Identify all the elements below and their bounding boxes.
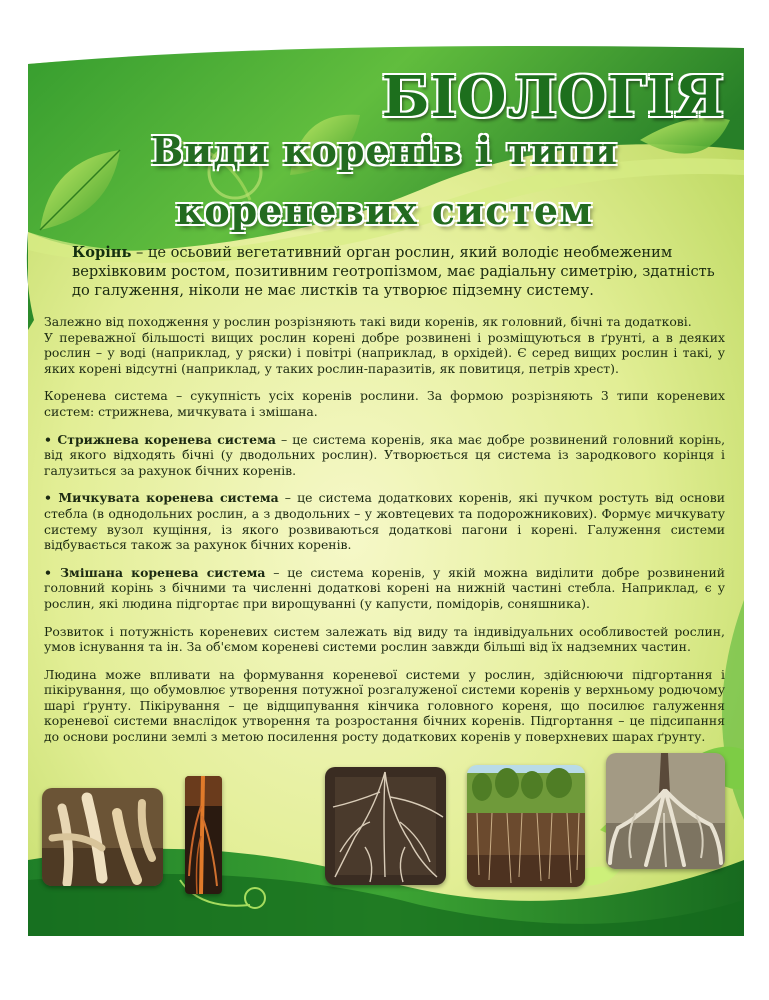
tree-roots-photo [606, 753, 725, 869]
subject-title: БІОЛОГІЯ [381, 64, 725, 130]
fibrous-roots-photo [325, 767, 446, 885]
paragraph-human-influence: Людина може впливати на формування кореневої системи у рослин, здійснюючи підгортання і пікірування, що обумовлює утворення потужної розгалуженої системи коренів у верхньому родючому шарі ґрунту. Пікірування – це відщипування кінчика головного кореня, що посилює галуження кореневої системи внаслідок утворення та розростання бічних коренів. Підгортання – це підсипання до основи рослини землі з метою посилення росту додаткових коренів у поверхневих шарах ґрунту. [44, 666, 725, 745]
paragraph-fibrous-system [44, 490, 725, 552]
intro-term: Корінь [72, 244, 132, 261]
paragraph-taproot-system [44, 432, 725, 479]
paragraph-root-kinds: Залежно від походження у рослин розрізняють такі види коренів, як головний, бічні та додаткові. [44, 314, 692, 329]
body-text [44, 314, 725, 757]
taproot-text: – це система коренів, яка має добре розвинений головний корінь, від якого відходять бічні (у дводольних рослин). Утворюється ця система із зародкового корінця і галузиться за рахунок бічних коренів. [44, 431, 726, 478]
taproots-photo [42, 788, 163, 886]
title-line-2: кореневих систем [175, 188, 594, 233]
taproot-term: • Стрижнева коренева система [44, 431, 276, 447]
paragraph-root-habitat: У переважної більшості вищих рослин корені добре розвинені і розміщуються в ґрунті, а в деяких рослин – у воді (наприклад, у ряски) і повітрі (наприклад, в орхідей). Є серед вищих рослин і такі, у яких корені відсутні (наприклад, у таких рослин-паразитів, як повитиця, петрів хрест). [44, 329, 725, 376]
soil-profile-photo [467, 765, 585, 887]
title-line-1: Види коренів і типи [151, 128, 618, 173]
mixed-text: – це система коренів, у якій можна виділити добре розвинений головний корінь з бічними та численні додаткові корені на нижній частині стебла. Наприклад, є у рослин, які людина підгортає при вирощуванні (у капусти, помідорів, соняшника). [44, 564, 725, 611]
fibrous-term: • Мичкувата коренева система [44, 490, 279, 506]
paragraph-development: Розвиток і потужність кореневих систем залежать від виду та індивідуальних особливостей рослин, умов існування та ін. За об'ємом кореневі системи рослин завжди більші від їх надземних частин. [44, 623, 725, 655]
root-closeup-photo [185, 776, 222, 894]
paragraph-root-system: Коренева система – сукупність усіх коренів рослини. За формою розрізняють 3 типи кореневих систем: стрижнева, мичкувата і змішана. [44, 388, 725, 419]
fibrous-text: – це система додаткових коренів, які пучком ростуть від основи стебла (в однодольних рослин, а з дводольних – у жовтецевих та подорожникових). Формує мичкувату систему вузол кущіння, із якого розвиваються додаткові пагони і корені. Галуження системи відбувається також за рахунок бічних коренів. [44, 490, 726, 553]
paragraph-mixed-system [44, 565, 725, 612]
mixed-term: • Змішана коренева система [44, 564, 266, 580]
intro-text: – це осьовий вегетативний орган рослин, який володіє необмеженим верхівковим ростом, позитивним геотропізмом, має радіальну симетрію, здатність до галуження, ніколи не має листків та утворює підземну систему. [72, 244, 715, 299]
intro-definition [72, 243, 734, 300]
